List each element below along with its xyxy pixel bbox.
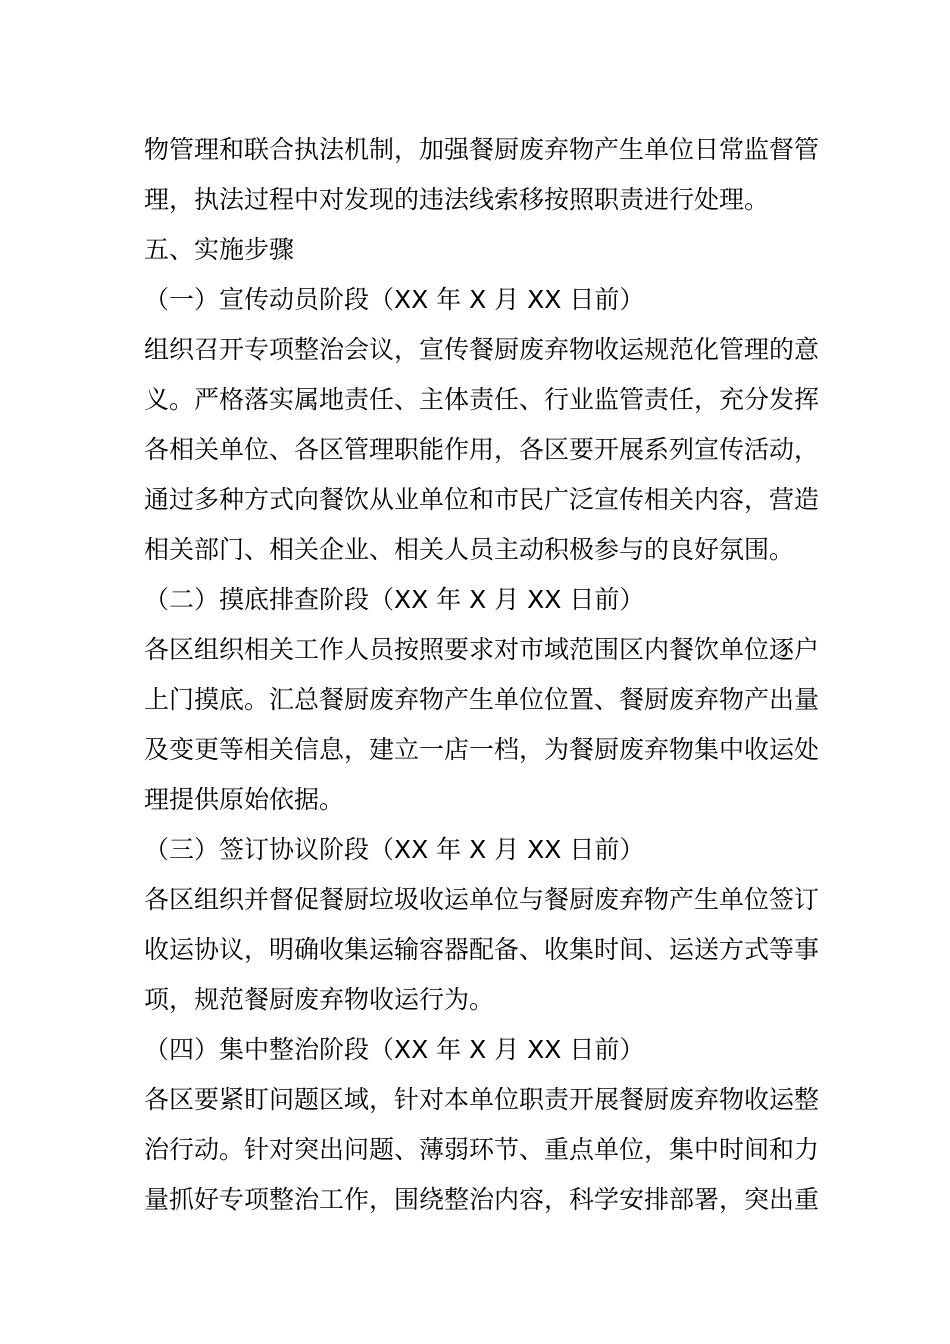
body-line: 各相关单位、各区管理职能作用，各区要开展系列宣传活动， [144,435,820,464]
body-line: 理，执法过程中对发现的违法线索移按照职责进行处理。 [144,185,770,214]
subsection-heading: （四）集中整治阶段（XX 年 X 月 XX 日前） [144,1035,645,1064]
body-line: 理提供原始依据。 [144,785,345,814]
body-line: 各区要紧盯问题区域，针对本单位职责开展餐厨废弃物收运整 [144,1085,820,1114]
body-line: 各区组织并督促餐厨垃圾收运单位与餐厨废弃物产生单位签订 [144,885,820,914]
body-line: 物管理和联合执法机制，加强餐厨废弃物产生单位日常监督管 [144,135,820,164]
document-body [144,125,820,1225]
body-line: 各区组织相关工作人员按照要求对市域范围区内餐饮单位逐户 [144,635,820,664]
subsection-heading: （一）宣传动员阶段（XX 年 X 月 XX 日前） [144,285,645,314]
body-line: 收运协议，明确收集运输容器配备、收集时间、运送方式等事 [144,935,820,964]
subsection-heading: （三）签订协议阶段（XX 年 X 月 XX 日前） [144,835,645,864]
body-line: 治行动。针对突出问题、薄弱环节、重点单位，集中时间和力 [144,1135,820,1164]
body-line: 义。严格落实属地责任、主体责任、行业监管责任，充分发挥 [144,385,820,414]
body-line: 及变更等相关信息，建立一店一档，为餐厨废弃物集中收运处 [144,735,820,764]
body-line: 相关部门、相关企业、相关人员主动积极参与的良好氛围。 [144,535,795,564]
body-line: 项，规范餐厨废弃物收运行为。 [144,985,495,1014]
body-line: 量抓好专项整治工作，围绕整治内容，科学安排部署，突出重 [144,1185,820,1214]
section-heading: 五、实施步骤 [144,235,295,264]
body-line: 上门摸底。汇总餐厨废弃物产生单位位置、餐厨废弃物产出量 [144,685,820,714]
subsection-heading: （二）摸底排查阶段（XX 年 X 月 XX 日前） [144,585,645,614]
body-line: 通过多种方式向餐饮从业单位和市民广泛宣传相关内容，营造 [144,485,820,514]
body-line: 组织召开专项整治会议，宣传餐厨废弃物收运规范化管理的意 [144,335,820,364]
